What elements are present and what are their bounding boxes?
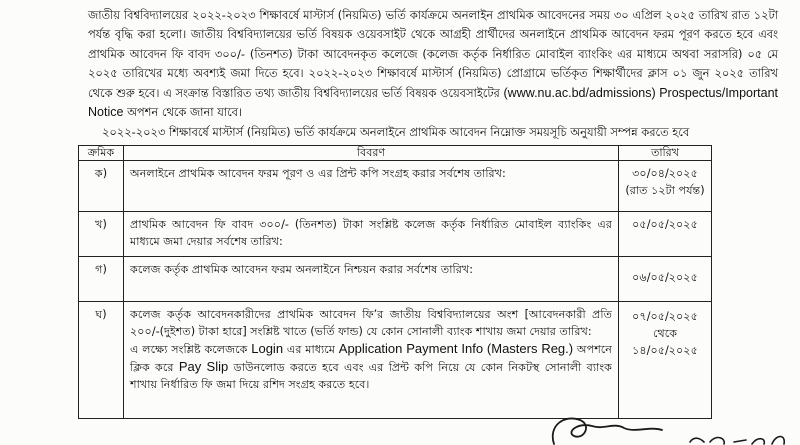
row-date bbox=[619, 212, 712, 257]
row-date bbox=[619, 257, 712, 302]
schedule-caption: ২০২২-২০২৩ শিক্ষাবর্ষে মাস্টার্স (নিয়মিত) ভর্তি কার্যক্রমে অনলাইনে প্রাথমিক আবেদন নিম্নোক্ত সময়সূচি অনুযায়ী সম্পন্ন করতে হবে bbox=[102, 125, 690, 139]
row-serial: গ) bbox=[79, 257, 124, 302]
paragraph-text-2: অপশন থেকে জানা যাবে। bbox=[127, 105, 243, 120]
table-row bbox=[79, 212, 712, 257]
date-range-word: থেকে bbox=[652, 327, 678, 340]
row-date bbox=[619, 161, 712, 212]
date-end: ১৪/০৫/২০২৫ bbox=[632, 344, 698, 357]
table-header-row bbox=[79, 146, 712, 161]
date-value: ৩০/০৪/২০২৫ bbox=[632, 167, 698, 180]
note-text-mid: এর মাধ্যমে bbox=[286, 343, 335, 356]
date-note: (রাত ১২টা পর্যন্ত) bbox=[625, 184, 705, 197]
row-description: কলেজ কর্তৃক প্রাথমিক আবেদন ফরম অনলাইনে নিশ্চয়ন করার সর্বশেষ তারিখ: bbox=[124, 257, 619, 302]
note-text-pre: এ লক্ষ্যে সংশ্লিষ্ট কলেজকে bbox=[130, 343, 248, 356]
row-description: অনলাইনে প্রাথমিক আবেদন ফরম পূরণ ও এর প্রিন্ট কপি সংগ্রহ করার সর্বশেষ তারিখ: bbox=[124, 161, 619, 212]
header-description: বিবরণ bbox=[124, 146, 619, 161]
note-text-mid2: অপশনে ক্লিক করে bbox=[130, 343, 612, 374]
schedule-table bbox=[78, 145, 712, 419]
row-serial: ঘ) bbox=[79, 302, 124, 419]
row-description: প্রাথমিক আবেদন ফি বাবদ ৩০০/- (তিনশত) টাকা সংশ্লিষ্ট কলেজ কর্তৃক নির্ধারিত মোবাইল ব্যাংকিং এর মাধ্যমে জমা দেয়ার সর্বশেষ তারিখ: bbox=[124, 212, 619, 257]
table-row bbox=[79, 257, 712, 302]
note-login: Login bbox=[251, 341, 284, 356]
paragraph-text-1: জাতীয় বিশ্ববিদ্যালয়ের ২০২২-২০২৩ শিক্ষাবর্ষে মাস্টার্স (নিয়মিত) ভর্তি কার্যক্রমে অনলাইন প্রাথমিক আবেদনের সময় ৩০ এপ্রিল ২০২৫ তারিখ রাত ১২টা পর্যন্ত বৃদ্ধি করা হলো। জাতীয় বিশ্ববিদ্যালয়ের ভর্তি বিষয়ক ওয়েবসাইট থেকে আগ্রহী প্রার্থীদের অনলাইনে প্রাথমিক আবেদন ফরম পূরণ করতে হবে এবং প্রাথমিক আবেদন ফি বাবদ ৩০০/- (তিনশত) টাকা আবেদনকৃত কলেজে (কলেজ কর্তৃক নির্ধারিত মোবাইল ব্যাংকিং এর মাধ্যমে অথবা সরাসরি) ০৫ মে ২০২৫ তারিখের মধ্যে অবশ্যই জমা দিতে হবে। ২০২২-২০২৩ শিক্ষাবর্ষে মাস্টার্স (নিয়মিত) প্রোগ্রামে ভর্তিকৃত শিক্ষার্থীদের ক্লাস ০১ জুন ২০২৫ তারিখ থেকে শুরু হবে। এ সংক্রান্ত বিস্তারিত তথ্য জাতীয় বিশ্ববিদ্যালয়ের ভর্তি বিষয়ক ওয়েবসাইটের bbox=[88, 8, 778, 100]
header-serial: ক্রমিক bbox=[79, 146, 124, 161]
note-application-payment: Application Payment Info (Masters Reg.) bbox=[338, 341, 574, 356]
row-serial: খ) bbox=[79, 212, 124, 257]
row-date bbox=[619, 302, 712, 419]
date-value: ০৫/০৫/২০২৫ bbox=[632, 218, 698, 231]
admissions-url: (www.nu.ac.bd/admissions) Prospectus/Important Notice bbox=[88, 85, 779, 120]
notice-paragraph bbox=[88, 6, 778, 122]
note-pay-slip: Pay Slip bbox=[178, 359, 229, 374]
date-value: ০৬/০৫/২০২৫ bbox=[632, 271, 698, 284]
signature-image bbox=[540, 404, 800, 445]
row-description-main: কলেজ কর্তৃক আবেদনকারীদের প্রাথমিক আবেদন ফি’র জাতীয় বিশ্ববিদ্যালয়ের অংশ [আবেদনকারী প্রতি ২০০/-(দুইশত) টাকা হারে] সংশ্লিষ্ট খাতে (ভর্তি ফান্ড) যে কোন সোনালী ব্যাংক শাখায় জমা দেয়ার তারিখ: bbox=[130, 308, 612, 338]
row-serial: ক) bbox=[79, 161, 124, 212]
note-text-post: ডাউনলোড করতে হবে এবং এর প্রিন্ট কপি নিয়ে যে কোন নিকটস্থ সোনালী ব্যাংক শাখায় নির্ধারিত ফি জমা দিয়ে রশিদ সংগ্রহ করতে হবে। bbox=[130, 361, 612, 391]
date-start: ০৭/০৫/২০২৫ bbox=[632, 310, 698, 323]
table-row bbox=[79, 302, 712, 419]
table-row bbox=[79, 161, 712, 212]
row-description bbox=[124, 302, 619, 419]
row-description-note bbox=[130, 340, 612, 393]
header-date: তারিখ bbox=[619, 146, 712, 161]
